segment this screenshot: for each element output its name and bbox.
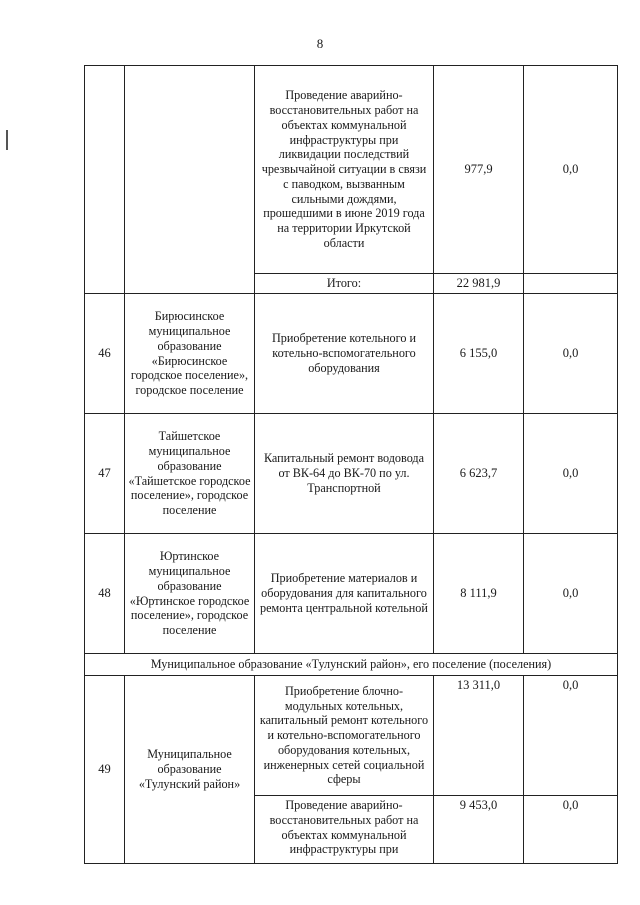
row-number-cell: 47 [85, 414, 125, 534]
work-description-cell: Проведение аварийно-восстановительных работ на объектах коммунальной инфраструктуры при ликвидации последствий чрезвычайной ситуации в связи с паводком, вызванным сильными дождями, прошедшими в июне 2019 года на территории Иркутской области [255, 66, 434, 274]
municipality-cell: Тайшетское муниципальное образование «Тайшетское городское поселение», городское поселение [125, 414, 255, 534]
amount-cell: 13 311,0 [434, 676, 524, 796]
scan-margin-mark [6, 130, 8, 150]
extra-amount-cell: 0,0 [524, 294, 618, 414]
section-row [85, 654, 618, 676]
municipality-cell [125, 66, 255, 294]
page-number: 8 [316, 36, 324, 51]
row-number-cell: 49 [85, 676, 125, 864]
amount-cell: 6 623,7 [434, 414, 524, 534]
total-label: Итого: [255, 274, 434, 294]
work-description-cell: Приобретение котельного и котельно-вспомогательного оборудования [255, 294, 434, 414]
extra-amount-cell: 0,0 [524, 796, 618, 864]
work-description-cell: Проведение аварийно-восстановительных работ на объектах коммунальной инфраструктуры при [255, 796, 434, 864]
work-description-cell: Приобретение блочно-модульных котельных, капитальный ремонт котельного и котельно-вспомогательного оборудования котельных, инженерных сетей социальной сферы [255, 676, 434, 796]
total-extra-cell [524, 274, 618, 294]
municipality-cell: Юртинское муниципальное образование «Юртинское городское поселение», городское поселение [125, 534, 255, 654]
work-description-cell: Капитальный ремонт водовода от ВК-64 до ВК-70 по ул. Транспортной [255, 414, 434, 534]
table-row [85, 676, 618, 796]
work-description-cell: Приобретение материалов и оборудования для капитального ремонта центральной котельной [255, 534, 434, 654]
table-row [85, 534, 618, 654]
extra-amount-cell: 0,0 [524, 414, 618, 534]
extra-amount-cell: 0,0 [524, 676, 618, 796]
municipality-cell: Муниципальное образование «Тулунский район» [125, 676, 255, 864]
funding-table [84, 65, 618, 864]
extra-amount-cell: 0,0 [524, 534, 618, 654]
row-number-cell [85, 66, 125, 294]
section-heading: Муниципальное образование «Тулунский район», его поселение (поселения) [85, 654, 618, 676]
row-number-cell: 48 [85, 534, 125, 654]
amount-cell: 977,9 [434, 66, 524, 274]
table-row [85, 414, 618, 534]
amount-cell: 6 155,0 [434, 294, 524, 414]
total-amount: 22 981,9 [434, 274, 524, 294]
municipality-cell: Бирюсинское муниципальное образование «Бирюсинское городское поселение», городское поселение [125, 294, 255, 414]
extra-amount-cell: 0,0 [524, 66, 618, 274]
table-row [85, 66, 618, 274]
row-number-cell: 46 [85, 294, 125, 414]
amount-cell: 9 453,0 [434, 796, 524, 864]
table-row [85, 294, 618, 414]
amount-cell: 8 111,9 [434, 534, 524, 654]
